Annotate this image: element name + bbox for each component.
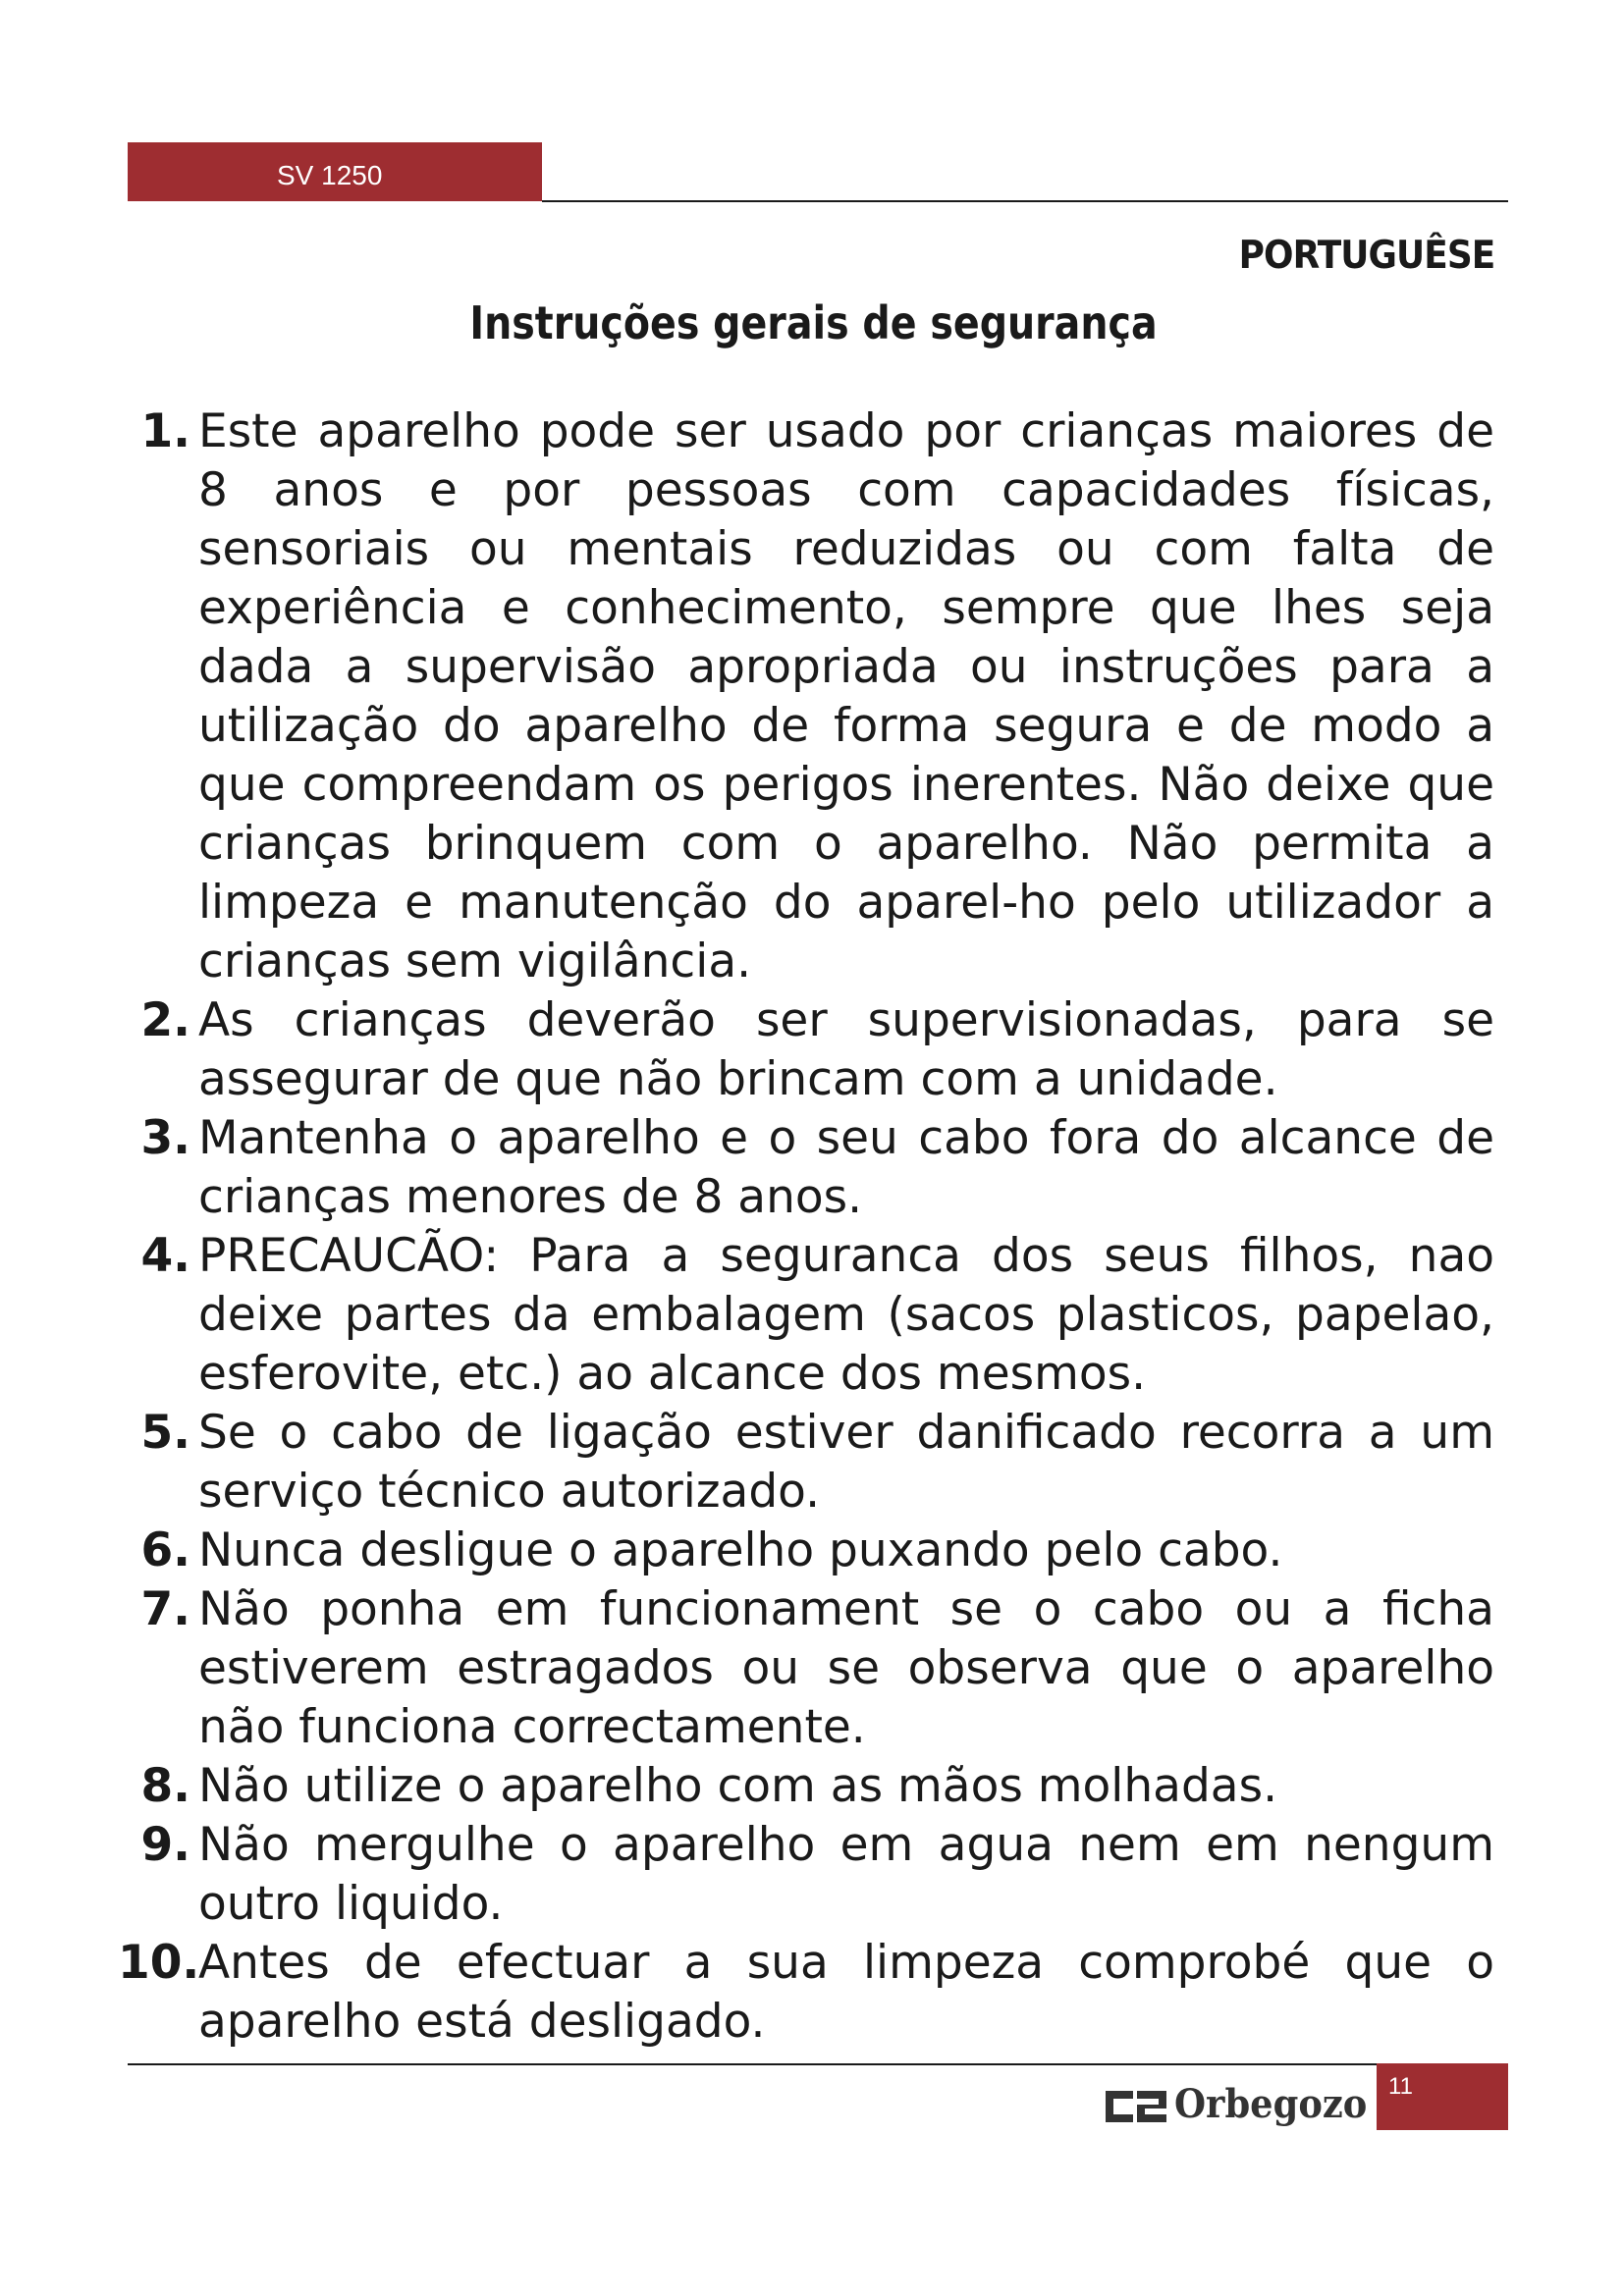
item-text: PRECAUCÃO: Para a seguranca dos seus filhos, nao deixe partes da embalagem (sacos plasticos, papelao, esferovite, etc.) ao alcance dos mesmos. xyxy=(198,1229,1494,1401)
item-number: 7. xyxy=(140,1582,190,1636)
item-text: Não utilize o aparelho com as mãos molhadas. xyxy=(198,1759,1278,1813)
item-text: Se o cabo de ligação estiver danificado recorra a um serviço técnico autorizado. xyxy=(198,1406,1494,1519)
item-text: Não mergulhe o aparelho em agua nem em nengum outro liquido. xyxy=(198,1818,1494,1931)
item-text: Antes de efectuar a sua limpeza comprobé que o aparelho está desligado. xyxy=(198,1936,1494,2049)
header-divider xyxy=(542,200,1508,202)
brand-logo-icon xyxy=(1104,2087,1168,2126)
page-title: Instruções gerais de segurança xyxy=(469,296,1158,349)
list-item xyxy=(118,1934,1494,2052)
brand-logo xyxy=(1104,2079,1368,2128)
item-text: Mantenha o aparelho e o seu cabo fora do alcance de crianças menores de 8 anos. xyxy=(198,1111,1494,1224)
item-number: 3. xyxy=(140,1111,190,1165)
item-number: 4. xyxy=(140,1229,190,1283)
item-text: As crianças deverão ser supervisionadas, para se assegurar de que não brincam com a unidade. xyxy=(198,993,1494,1106)
item-number: 2. xyxy=(140,993,190,1047)
list-item xyxy=(118,402,1494,991)
item-text: Não ponha em funcionament se o cabo ou a ficha estiverem estragados ou se observa que o aparelho não funciona correctamente. xyxy=(198,1582,1494,1754)
list-item xyxy=(118,1227,1494,1404)
item-number: 9. xyxy=(140,1818,190,1872)
list-item xyxy=(118,1816,1494,1934)
list-item xyxy=(118,1522,1494,1580)
list-item xyxy=(118,1580,1494,1757)
item-text: Nunca desligue o aparelho puxando pelo cabo. xyxy=(198,1523,1283,1577)
footer-divider xyxy=(128,2063,1377,2065)
brand-name: Orbegozo xyxy=(1174,2081,1368,2127)
item-number: 8. xyxy=(140,1759,190,1813)
page-number: 11 xyxy=(1388,2073,1413,2100)
item-number: 6. xyxy=(140,1523,190,1577)
model-tab xyxy=(128,142,542,201)
list-item xyxy=(118,991,1494,1109)
model-label: SV 1250 xyxy=(277,160,383,190)
safety-instructions-list xyxy=(118,402,1494,2052)
item-number: 5. xyxy=(140,1406,190,1460)
list-item xyxy=(118,1404,1494,1522)
item-text: Este aparelho pode ser usado por crianças maiores de 8 anos e por pessoas com capacidades físicas, sensoriais ou mentais reduzidas ou com falta de experiência e conhecimento, sempre que lhes seja dada a supervisão apropriada ou instruções para a utilização do aparelho de forma segura e de modo a que compreendam os perigos inerentes. Não deixe que crianças brinquem com o aparelho. Não permita a limpeza e manutenção do aparel-ho pelo utilizador a crianças sem vigilância. xyxy=(198,404,1494,988)
page-number-box xyxy=(1377,2063,1508,2130)
item-number: 1. xyxy=(140,404,190,458)
list-item xyxy=(118,1109,1494,1227)
list-item xyxy=(118,1757,1494,1816)
item-number: 10. xyxy=(118,1936,200,1990)
language-label: PORTUGUÊSE xyxy=(1238,234,1494,278)
